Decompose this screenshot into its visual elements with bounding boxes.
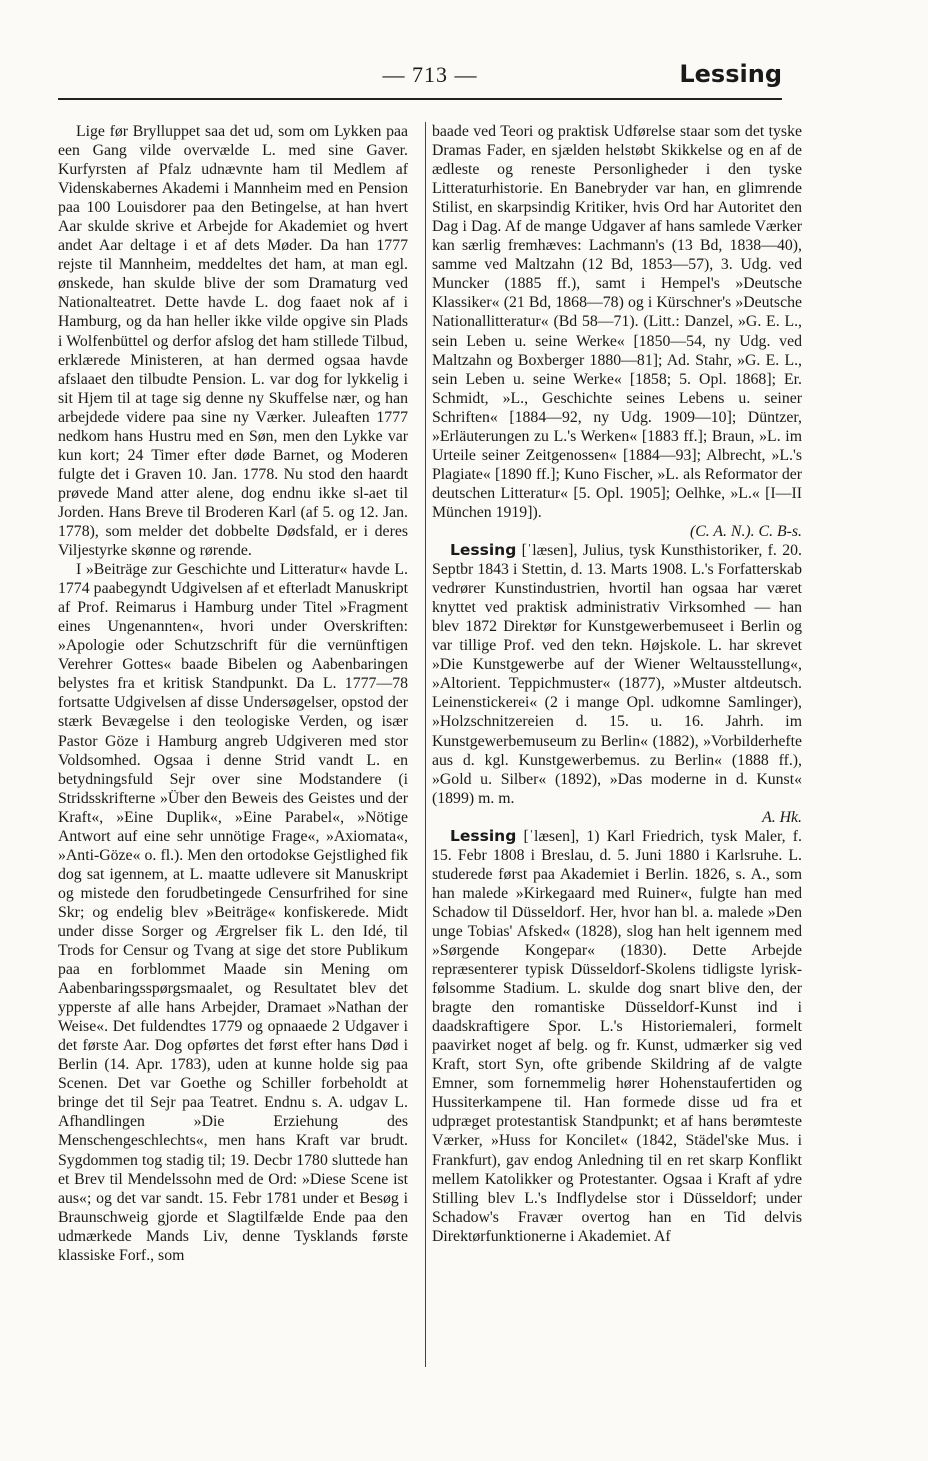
entry-karl-friedrich-lessing (432, 827, 802, 1246)
entry-text: [ˈlæsen], 1) Karl Friedrich, tysk Maler, f. 15. Febr 1808 i Breslau, d. 5. Juni 1880 i Karlsruhe. L. studerede først paa Akademiet i Berlin. 1826, s. A., som han malede »Kirkegaard med Ruiner«, fulgte han med Schadow til Düsseldorf. Her, hvor han bl. a. malede »Den unge Tobias' Afsked« (1828), slog han helt igennem med »Sørgende Kongepar« (1830). Dette Arbejde repræsenterer typisk Düsseldorf-Skolens tidligste lyrisk-følsomme Stadium. L. skulde dog snart blive den, der bragte den romantiske Düsseldorf-Kunst ind i daadskraftigere Spor. L.'s Historiemaleri, formelt paavirket noget af belg. og fr. Kunst, udmærker sig ved Kraft, stort Syn, ofte gribende Skildring af de valgte Emner, som fornemmelig hører Hohenstaufertiden og Hussiterkampene til. Han formede disse ud fra et udpræget protestantisk Standpunkt; et af hans berømteste Værker, »Huss for Koncilet« (1842, Städel'ske Mus. i Frankfurt), gav endog Anledning til en ret skarp Konflikt mellem Katolikker og Protestanter. Ogsaa i Kraft af ydre Stilling blev L.'s Indflydelse stor i Düsseldorf; under Schadow's Fravær overtog han en Tid delvis Direktørfunktionerne i Akademiet. Af (432, 827, 802, 1245)
paragraph: Lige før Brylluppet saa det ud, som om Lykken paa een Gang vilde overvælde L. med sine Gaver. Kurfyrsten af Pfalz udnævnte ham til Medlem af Videnskabernes Akademi i Mannheim med en Pension paa 100 Louisdorer paa den Betingelse, at han hvert Aar skulde skrive et Arbejde for Akademiet og hvert andet Aar deltage i et af dets Møder. Da han 1777 rejste til Mannheim, meddeltes det ham, at man egl. ønskede, han skulde blive der som Dramaturg ved Nationalteatret. Dette havde L. dog faaet nok af i Hamburg, og da han heller ikke vilde opgive sin Plads i Wolfenbüttel og derfor afslog det ham stillede Tilbud, erklærede Ministeren, at han dermed ogsaa havde afslaaet den tilbudte Pension. L. var dog for lykkelig i sit Hjem til at tage sig denne ny Skuffelse nær, og han arbejdede videre paa sine ny Værker. Juleaften 1777 nedkom hans Hustru med en Søn, men den Lykke var kun kort; 24 Timer efter døde Barnet, og Moderen fulgte det i Graven 10. Jan. 1778. Nu stod den haardt prøvede Mand atter alene, dog endnu ikke sl-aet til Jorden. Hans Breve til Broderen Karl (af 5. og 12. Jan. 1778), som melder det dobbelte Dødsfald, er i deres Viljestyrke skønne og rørende. (58, 123, 408, 560)
paragraph: baade ved Teori og praktisk Udførelse staar som det tyske Dramas Fader, en sjælden helstøbt Skikkelse og en af de ædleste og reneste Personligheder i den tyske Litteraturhistorie. En Banebryder var han, en glimrende Stilist, en skarpsindig Kritiker, hvis Ord har Autoritet den Dag i Dag. Af de mange Udgaver af hans samlede Værker kan særlig fremhæves: Lachmann's (13 Bd, 1838—40), samme ved Maltzahn (12 Bd, 1853—57), 3. Udg. ved Muncker (1885 ff.), samt i Hempel's »Deutsche Klassiker« (21 Bd, 1868—78) og i Kürschner's »Deutsche Nationallitteratur« (Bd 58—71). (Litt.: Danzel, »G. E. L., sein Leben u. seine Werke« [1850—54, ny Udg. ved Maltzahn og Boxberger 1880—81]; Ad. Stahr, »G. E. L., sein Leben u. seine Werke« [1858; 5. Opl. 1868]; Er. Schmidt, »L., Geschichte seines Lebens u. seiner Schriften« [1884—92, ny Udg. 1909—10]; Düntzer, »Erläuterungen zu L.'s Werken« [1883 ff.]; Braun, »L. im Urteile seiner Zeitgenossen« [1884—93]; Albrecht, »L.'s Plagiate« [1890 ff.]; Kuno Fischer, »L. als Reformator der deutschen Litteratur« [5. Opl. 1905]; Oelhke, »L.« [I—II München 1919]). (432, 123, 802, 521)
right-column (432, 122, 802, 1246)
page-header (0, 0, 928, 100)
entry-headword: Lessing (450, 826, 517, 845)
paragraph: I »Beiträge zur Geschichte und Litteratur« havde L. 1774 paabegyndt Udgivelsen af et efterladt Manuskript af Prof. Reimarus i Hamburg under Titel »Fragment eines Ungenannten«, hvori under Overskriften: »Apologie oder Schutzschrift für die vernünftigen Verehrer Gottes« baade Bibelen og Aabenbaringen belystes fra et kritisk Standpunkt. Da L. 1777—78 fortsatte Udgivelsen af disse Undersøgelser, opstod der stærk Bevægelse i den teologiske Verden, og især Pastor Göze i Hamburg angreb Udgiveren med stor Voldsomhed. Ogsaa i denne Strid vandt L. en betydningsfuld Sejr over sine Modstandere (i Stridsskrifterne »Über den Beweis des Geistes und der Kraft«, »Eine Duplik«, »Eine Parabel«, »Nötige Antwort auf eine sehr unnötige Frage«, »Axiomata«, »Anti-Göze« o. fl.). Men den ortodokse Gejstlighed fik dog sat igennem, at L. maatte udlevere sit Manuskript og mistede den forudbetingede Censurfrihed for sine Skr; og endelig blev »Beiträge« konfiskerede. Midt under disse Sorger og Ærgrelser fik L. den Idé, til Trods for Censur og Tvang at sige det store Publikum paa en forblommet Maade sin Mening om Aabenbaringsspørgsmaalet, og Resultatet blev det ypperste af alle hans Arbejder, Dramaet »Nathan der Weise«. Det fuldendtes 1779 og opnaaede 2 Udgaver i det første Aar. Dog opførtes det først efter hans Død i Berlin (14. Apr. 1783), uden at kunne holde sig paa Scenen. Det var Goethe og Schiller forbeholdt at bringe det til Sejr paa Teatret. Endnu s. A. udgav L. Afhandlingen »Die Erziehung des Menschengeschlechts«, men hans Kraft var brudt. Sygdommen tog stadig til; 19. Decbr 1780 sluttede han et Brev til Mendelssohn med de Ord: »Diese Scene ist aus«; og det var sandt. 15. Febr 1781 under et Besøg i Braunschweig gjorde et Slagtilfælde Ende paa den udmærkede Mands Liv, denne Tysklands første klassiske Forf., som (58, 561, 408, 1264)
author-signature: (C. A. N.). C. B-s. (689, 522, 802, 540)
header-rule (58, 98, 782, 100)
left-column (58, 122, 408, 1265)
entry-julius-lessing (432, 541, 802, 808)
page-number: — 713 — (382, 62, 478, 87)
entry-text: [ˈlæsen], Julius, tysk Kunsthistoriker, f. 20. Septbr 1843 i Stettin, d. 13. Marts 1908. L.'s Forfatterskab vedrører Kunstindustrien, hvortil han ogsaa har været knyttet ved praktisk administrativ Virksomhed — han blev 1872 Direktør for Kunstgewerbemuseet i Berlin og var tillige Prof. ved den tekn. Højskole. L. har skrevet »Die Kunstgewerbe auf der Wiener Weltausstellung«, »Altorient. Teppichmuster« (1877), »Muster altdeutsch. Leinenstickerei« (2 i mange Opl. udkomne Samlinger), »Holzschnitzereien d. 15. u. 16. Jahrh. im Kunstgewerbemuseum zu Berlin« (1882), »Vorbilderhefte aus d. kgl. Kunstgewerbemus. zu Berlin« (1888 ff.), »Gold u. Silber« (1892), »Das moderne in d. Kunst« (1899) m. m. (432, 542, 802, 807)
author-signature: A. Hk. (762, 808, 802, 826)
running-headword: Lessing (679, 60, 782, 88)
column-divider (425, 122, 426, 1367)
entry-headword: Lessing (450, 541, 517, 560)
